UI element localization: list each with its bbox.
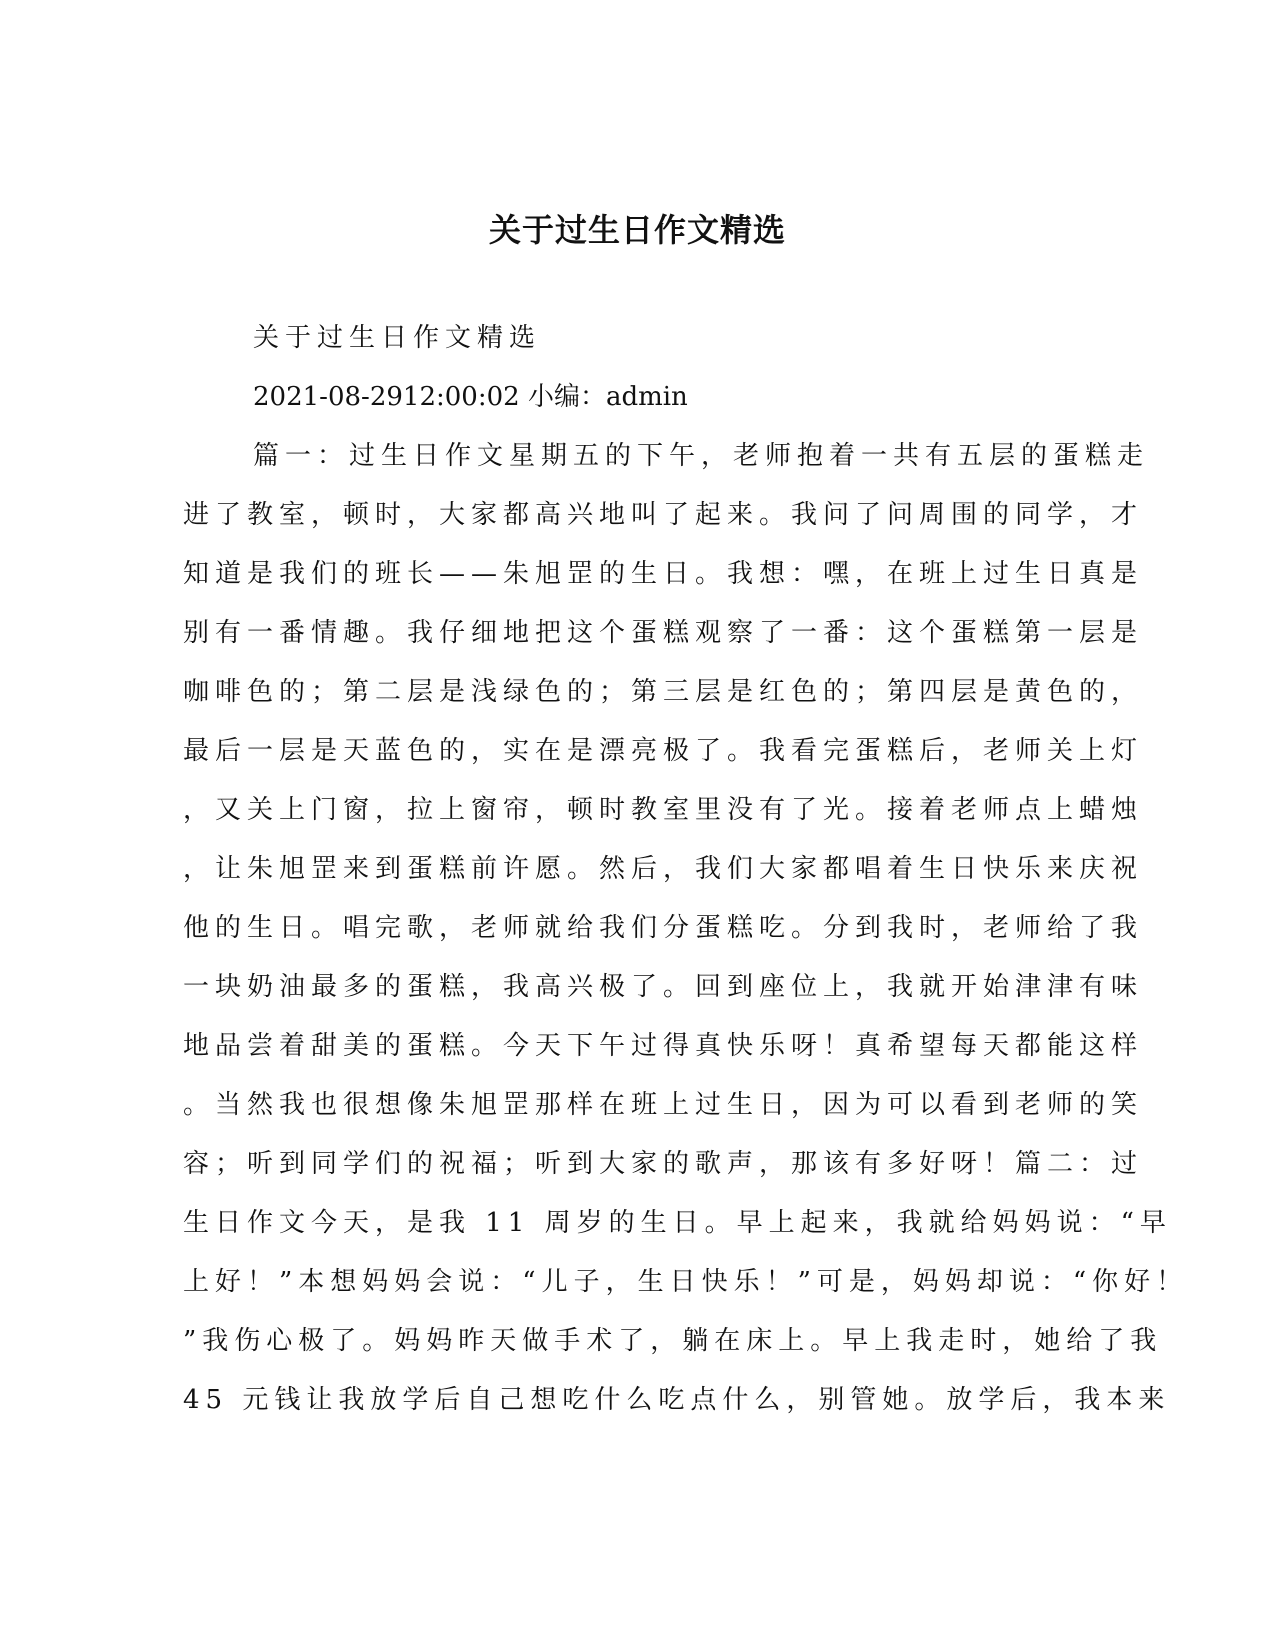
- document-subtitle: 关于过生日作文精选: [253, 323, 542, 353]
- body-line: ”我伤心极了。妈妈昨天做手术了，躺在床上。早上我走时，她给了我: [183, 1326, 1163, 1356]
- body-line: 进了教室，顿时，大家都高兴地叫了起来。我问了问周围的同学，才: [183, 500, 1144, 530]
- body-line: 生日作文今天，是我 11 周岁的生日。早上起来，我就给妈妈说：“早: [183, 1208, 1172, 1238]
- body-line: ，又关上门窗，拉上窗帘，顿时教室里没有了光。接着老师点上蜡烛: [183, 795, 1144, 825]
- body-line: 别有一番情趣。我仔细地把这个蛋糕观察了一番：这个蛋糕第一层是: [183, 618, 1144, 648]
- body-line: 45 元钱让我放学后自己想吃什么吃点什么，别管她。放学后，我本来: [183, 1385, 1171, 1415]
- document-body: [183, 318, 1189, 1439]
- body-line: 最后一层是天蓝色的，实在是漂亮极了。我看完蛋糕后，老师关上灯: [183, 736, 1144, 766]
- body-line: ，让朱旭罡来到蛋糕前许愿。然后，我们大家都唱着生日快乐来庆祝: [183, 854, 1144, 884]
- body-line: 他的生日。唱完歌，老师就给我们分蛋糕吃。分到我时，老师给了我: [183, 913, 1144, 943]
- body-line: 地品尝着甜美的蛋糕。今天下午过得真快乐呀！真希望每天都能这样: [183, 1031, 1144, 1061]
- body-line: 知道是我们的班长——朱旭罡的生日。我想：嘿，在班上过生日真是: [183, 559, 1144, 589]
- body-line: 容；听到同学们的祝福；听到大家的歌声，那该有多好呀！篇二：过: [183, 1149, 1144, 1179]
- body-line: 篇一：过生日作文星期五的下午，老师抱着一共有五层的蛋糕走: [253, 441, 1150, 471]
- body-line: 一块奶油最多的蛋糕，我高兴极了。回到座位上，我就开始津津有味: [183, 972, 1144, 1002]
- document-title: 关于过生日作文精选: [488, 211, 786, 249]
- body-line: 咖啡色的；第二层是浅绿色的；第三层是红色的；第四层是黄色的，: [183, 677, 1144, 707]
- body-line: 上好！”本想妈妈会说：“儿子，生日快乐！”可是，妈妈却说：“你好！: [183, 1267, 1189, 1297]
- body-line: 。当然我也很想像朱旭罡那样在班上过生日，因为可以看到老师的笑: [183, 1090, 1144, 1120]
- document-meta: 2021-08-2912:00:02 小编：admin: [253, 382, 688, 412]
